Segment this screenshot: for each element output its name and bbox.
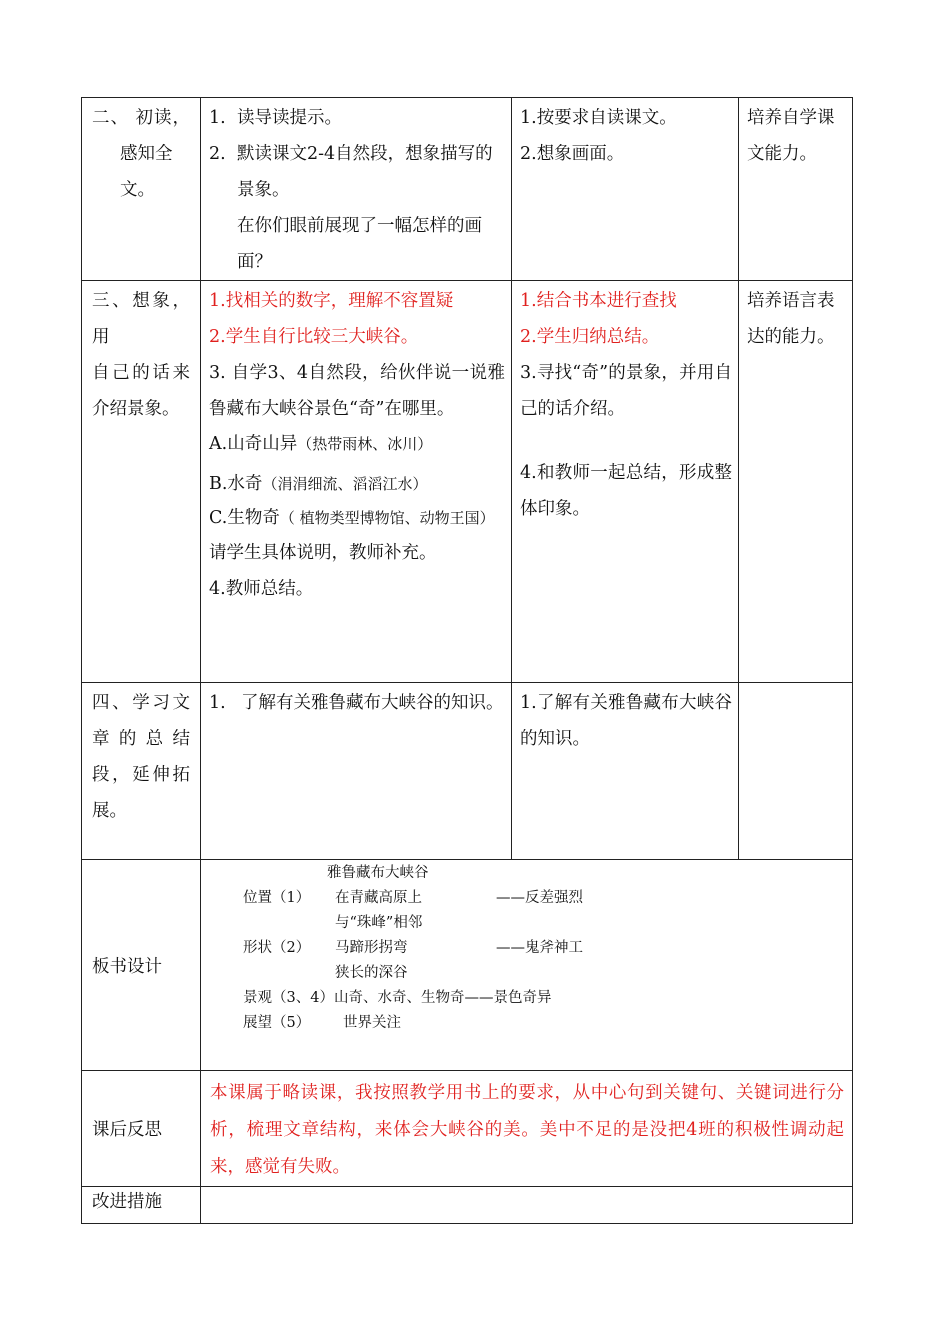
table-row xyxy=(82,683,853,860)
reflection-text: 本课属于略读课，我按照教学用书上的要求，从中心句到关键句、关键词进行分析，梳理文章结构，来体会大峡谷的美。美中不足的是没把4班的积极性调动起来，感觉有失败。 xyxy=(210,1083,844,1177)
teacher-activity-cell xyxy=(201,683,512,860)
teacher-activity-cell xyxy=(201,281,512,683)
board-line: 景观（3、4）山奇、水奇、生物奇——景色奇异 xyxy=(243,990,552,1006)
stage-line: 段，延伸拓 xyxy=(92,765,190,785)
stage-line: 介绍景象。 xyxy=(92,399,180,419)
stage-line: 二、 初读， xyxy=(92,108,190,128)
student-item: 1.了解有关雅鲁藏布大峡谷的知识。 xyxy=(520,693,732,749)
table-row xyxy=(82,281,853,683)
board-design-cell xyxy=(201,860,853,1071)
board-line: 狭长的深谷 xyxy=(335,965,408,981)
stage-line: 展。 xyxy=(92,801,127,821)
board-line: 展望（5） xyxy=(243,1015,311,1031)
goal-cell xyxy=(739,281,853,683)
table-row xyxy=(82,98,853,281)
stage-line: 三、想象，用 xyxy=(92,291,190,347)
reflection-label: 课后反思 xyxy=(82,1071,201,1187)
stage-line: 文。 xyxy=(120,180,155,200)
goal-cell xyxy=(739,683,853,860)
stage-cell xyxy=(82,281,201,683)
teacher-item-number: 1. xyxy=(209,693,226,713)
teacher-item: 2. 默读课文2-4自然段，想象描写的景象。 xyxy=(209,144,493,200)
stage-line: 章 的 总 结 xyxy=(92,729,190,749)
stage-line: 感知全 xyxy=(120,144,173,164)
board-label: 板书设计 xyxy=(82,860,201,1071)
teacher-item: 在你们眼前展现了一幅怎样的画面？ xyxy=(237,216,482,272)
board-title: 雅鲁藏布大峡谷 xyxy=(327,865,429,881)
board-line: ——反差强烈 xyxy=(496,890,583,906)
teacher-item: 请学生具体说明，教师补充。 xyxy=(209,543,437,563)
student-item: 3.寻找“奇”的景象，并用自己的话介绍。 xyxy=(520,363,732,419)
student-item: 2.想象画面。 xyxy=(520,144,625,164)
reflection-cell xyxy=(201,1071,853,1187)
stage-cell xyxy=(82,98,201,281)
board-line: 与“珠峰”相邻 xyxy=(335,915,423,931)
stage-line: 自己的话来 xyxy=(92,363,190,383)
board-line: 马蹄形拐弯 xyxy=(335,940,408,956)
teacher-activity-cell xyxy=(201,98,512,281)
board-line: 位置（1） xyxy=(243,890,311,906)
student-item: 4.和教师一起总结，形成整体印象。 xyxy=(520,463,732,519)
table-row xyxy=(82,1071,853,1187)
lesson-plan-table xyxy=(81,97,853,1224)
student-item: 2.学生归纳总结。 xyxy=(520,327,660,347)
student-activity-cell xyxy=(512,683,739,860)
table-row xyxy=(82,1187,853,1224)
teacher-item: 1. 读导读提示。 xyxy=(209,108,342,128)
teacher-item: 了解有关雅鲁藏布大峡谷的知识。 xyxy=(241,693,504,713)
student-item: 1.按要求自读课文。 xyxy=(520,108,677,128)
stage-cell xyxy=(82,683,201,860)
improvement-text xyxy=(201,1187,852,1189)
board-line: ——鬼斧神工 xyxy=(496,940,583,956)
teacher-item: 2.学生自行比较三大峡谷。 xyxy=(209,327,419,347)
teacher-item: 1.找相关的数字，理解不容置疑 xyxy=(209,291,454,311)
option-a: A.山奇山异（热带雨林、冰川） xyxy=(209,434,433,454)
stage-line: 四、学习文 xyxy=(92,693,190,713)
improvement-label: 改进措施 xyxy=(82,1187,201,1224)
improvement-cell xyxy=(201,1187,853,1224)
board-line: 世界关注 xyxy=(343,1015,401,1031)
option-c: C.生物奇（ 植物类型博物馆、动物王国） xyxy=(209,508,495,528)
option-b: B.水奇（涓涓细流、滔滔江水） xyxy=(209,474,428,494)
teacher-item: 4.教师总结。 xyxy=(209,579,314,599)
goal-cell xyxy=(739,98,853,281)
student-item: 1.结合书本进行查找 xyxy=(520,291,677,311)
board-line: 在青藏高原上 xyxy=(335,890,422,906)
board-design xyxy=(201,860,852,1068)
student-activity-cell xyxy=(512,98,739,281)
goal-text: 培养自学课文能力。 xyxy=(747,108,835,164)
teacher-item: 3. 自学3、4自然段，给伙伴说一说雅鲁藏布大峡谷景色“奇”在哪里。 xyxy=(209,363,505,419)
goal-text xyxy=(739,683,852,685)
board-line: 形状（2） xyxy=(243,940,311,956)
table-row xyxy=(82,860,853,1071)
goal-text: 培养语言表达的能力。 xyxy=(747,291,835,347)
student-activity-cell xyxy=(512,281,739,683)
